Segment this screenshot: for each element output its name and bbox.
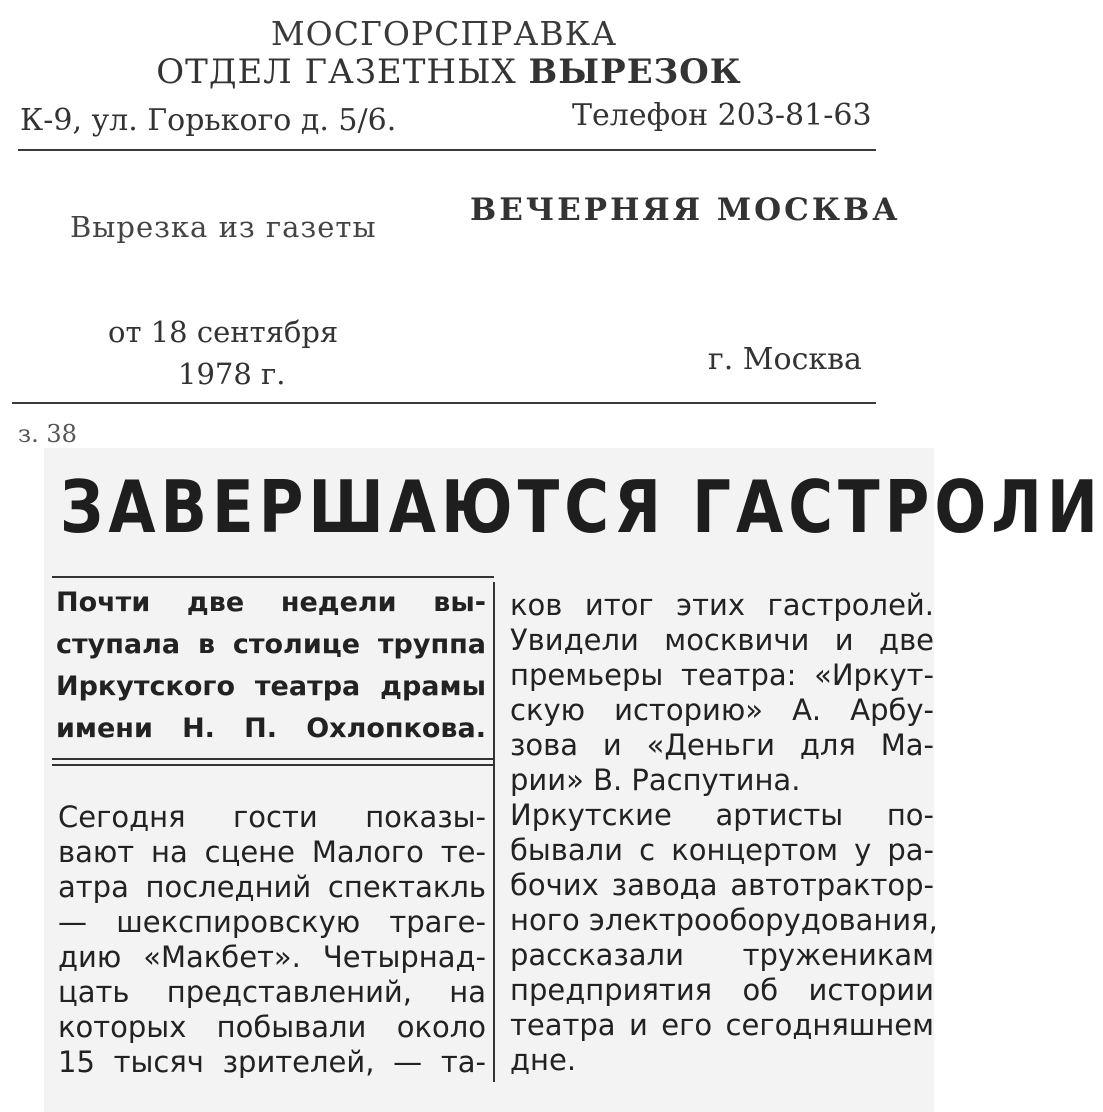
column-divider <box>493 582 495 1082</box>
text-line: зова и «Деньги для Ма- <box>510 728 934 762</box>
lead-line: Почти две недели вы- <box>56 587 486 618</box>
department-bold: ВЫРЕЗОК <box>528 52 742 92</box>
lead-line: Иркутского театра драмы <box>56 671 486 702</box>
text-line: дне. <box>510 1043 577 1077</box>
article-headline: ЗАВЕРШАЮТСЯ ГАСТРОЛИ <box>60 466 1103 550</box>
text-line: Увидели москвичи и две <box>510 623 934 657</box>
text-line: премьеры театра: «Иркут- <box>510 658 934 692</box>
article-lead <box>56 582 486 750</box>
text-line: ного электрооборудования, <box>510 903 938 937</box>
text-line: бывали с концертом у ра- <box>510 833 934 867</box>
text-line: рассказали труженикам <box>510 938 934 972</box>
text-line: ков итог этих гастролей. <box>510 588 934 622</box>
clipping-date: от 18 сентября <box>108 315 339 349</box>
text-line: 15 тысяч зрителей, — та- <box>58 1045 486 1079</box>
clipping-year: 1978 г. <box>178 357 286 391</box>
article-column-right <box>510 588 938 1078</box>
department-prefix: ОТДЕЛ ГАЗЕТНЫХ <box>156 52 517 92</box>
lead-line: имени Н. П. Охлопкова. <box>56 713 486 744</box>
text-line: театра и его сегодняшнем <box>510 1008 934 1042</box>
text-line: предприятия об истории <box>510 973 934 1007</box>
text-line: — шекспировскую траге- <box>58 905 486 939</box>
info-divider <box>12 402 876 404</box>
header-divider <box>18 149 876 151</box>
lead-top-rule <box>52 576 494 578</box>
text-line: рии» В. Распутина. <box>510 763 801 797</box>
text-line: бочих завода автотрактор- <box>510 868 934 902</box>
text-line: Иркутские артисты по- <box>510 798 934 832</box>
text-line: Сегодня гости показы- <box>58 800 486 834</box>
bureau-phone: Телефон 203-81-63 <box>572 98 872 133</box>
lead-bottom-rule-double <box>52 764 494 766</box>
bureau-name: МОСГОРСПРАВКА <box>270 14 618 53</box>
department-name <box>0 52 898 92</box>
text-line: вают на сцене Малого те- <box>58 835 486 869</box>
lead-bottom-rule <box>52 758 494 760</box>
order-number: з. 38 <box>18 420 77 448</box>
text-line: дию «Макбет». Четырнад- <box>58 940 486 974</box>
bureau-address: К-9, ул. Горького д. 5/6. <box>20 103 397 138</box>
text-line: цать представлений, на <box>58 975 486 1009</box>
lead-line: ступала в столице труппа <box>56 629 486 660</box>
text-line: скую историю» А. Арбу- <box>510 693 934 727</box>
text-line: атра последний спектакль <box>58 870 486 904</box>
clipping-city: г. Москва <box>708 342 862 377</box>
newspaper-name: ВЕЧЕРНЯЯ МОСКВА <box>470 192 901 228</box>
text-line: которых побывали около <box>58 1010 486 1044</box>
article-column-left <box>58 800 486 1080</box>
clipping-source-label: Вырезка из газеты <box>70 210 377 244</box>
